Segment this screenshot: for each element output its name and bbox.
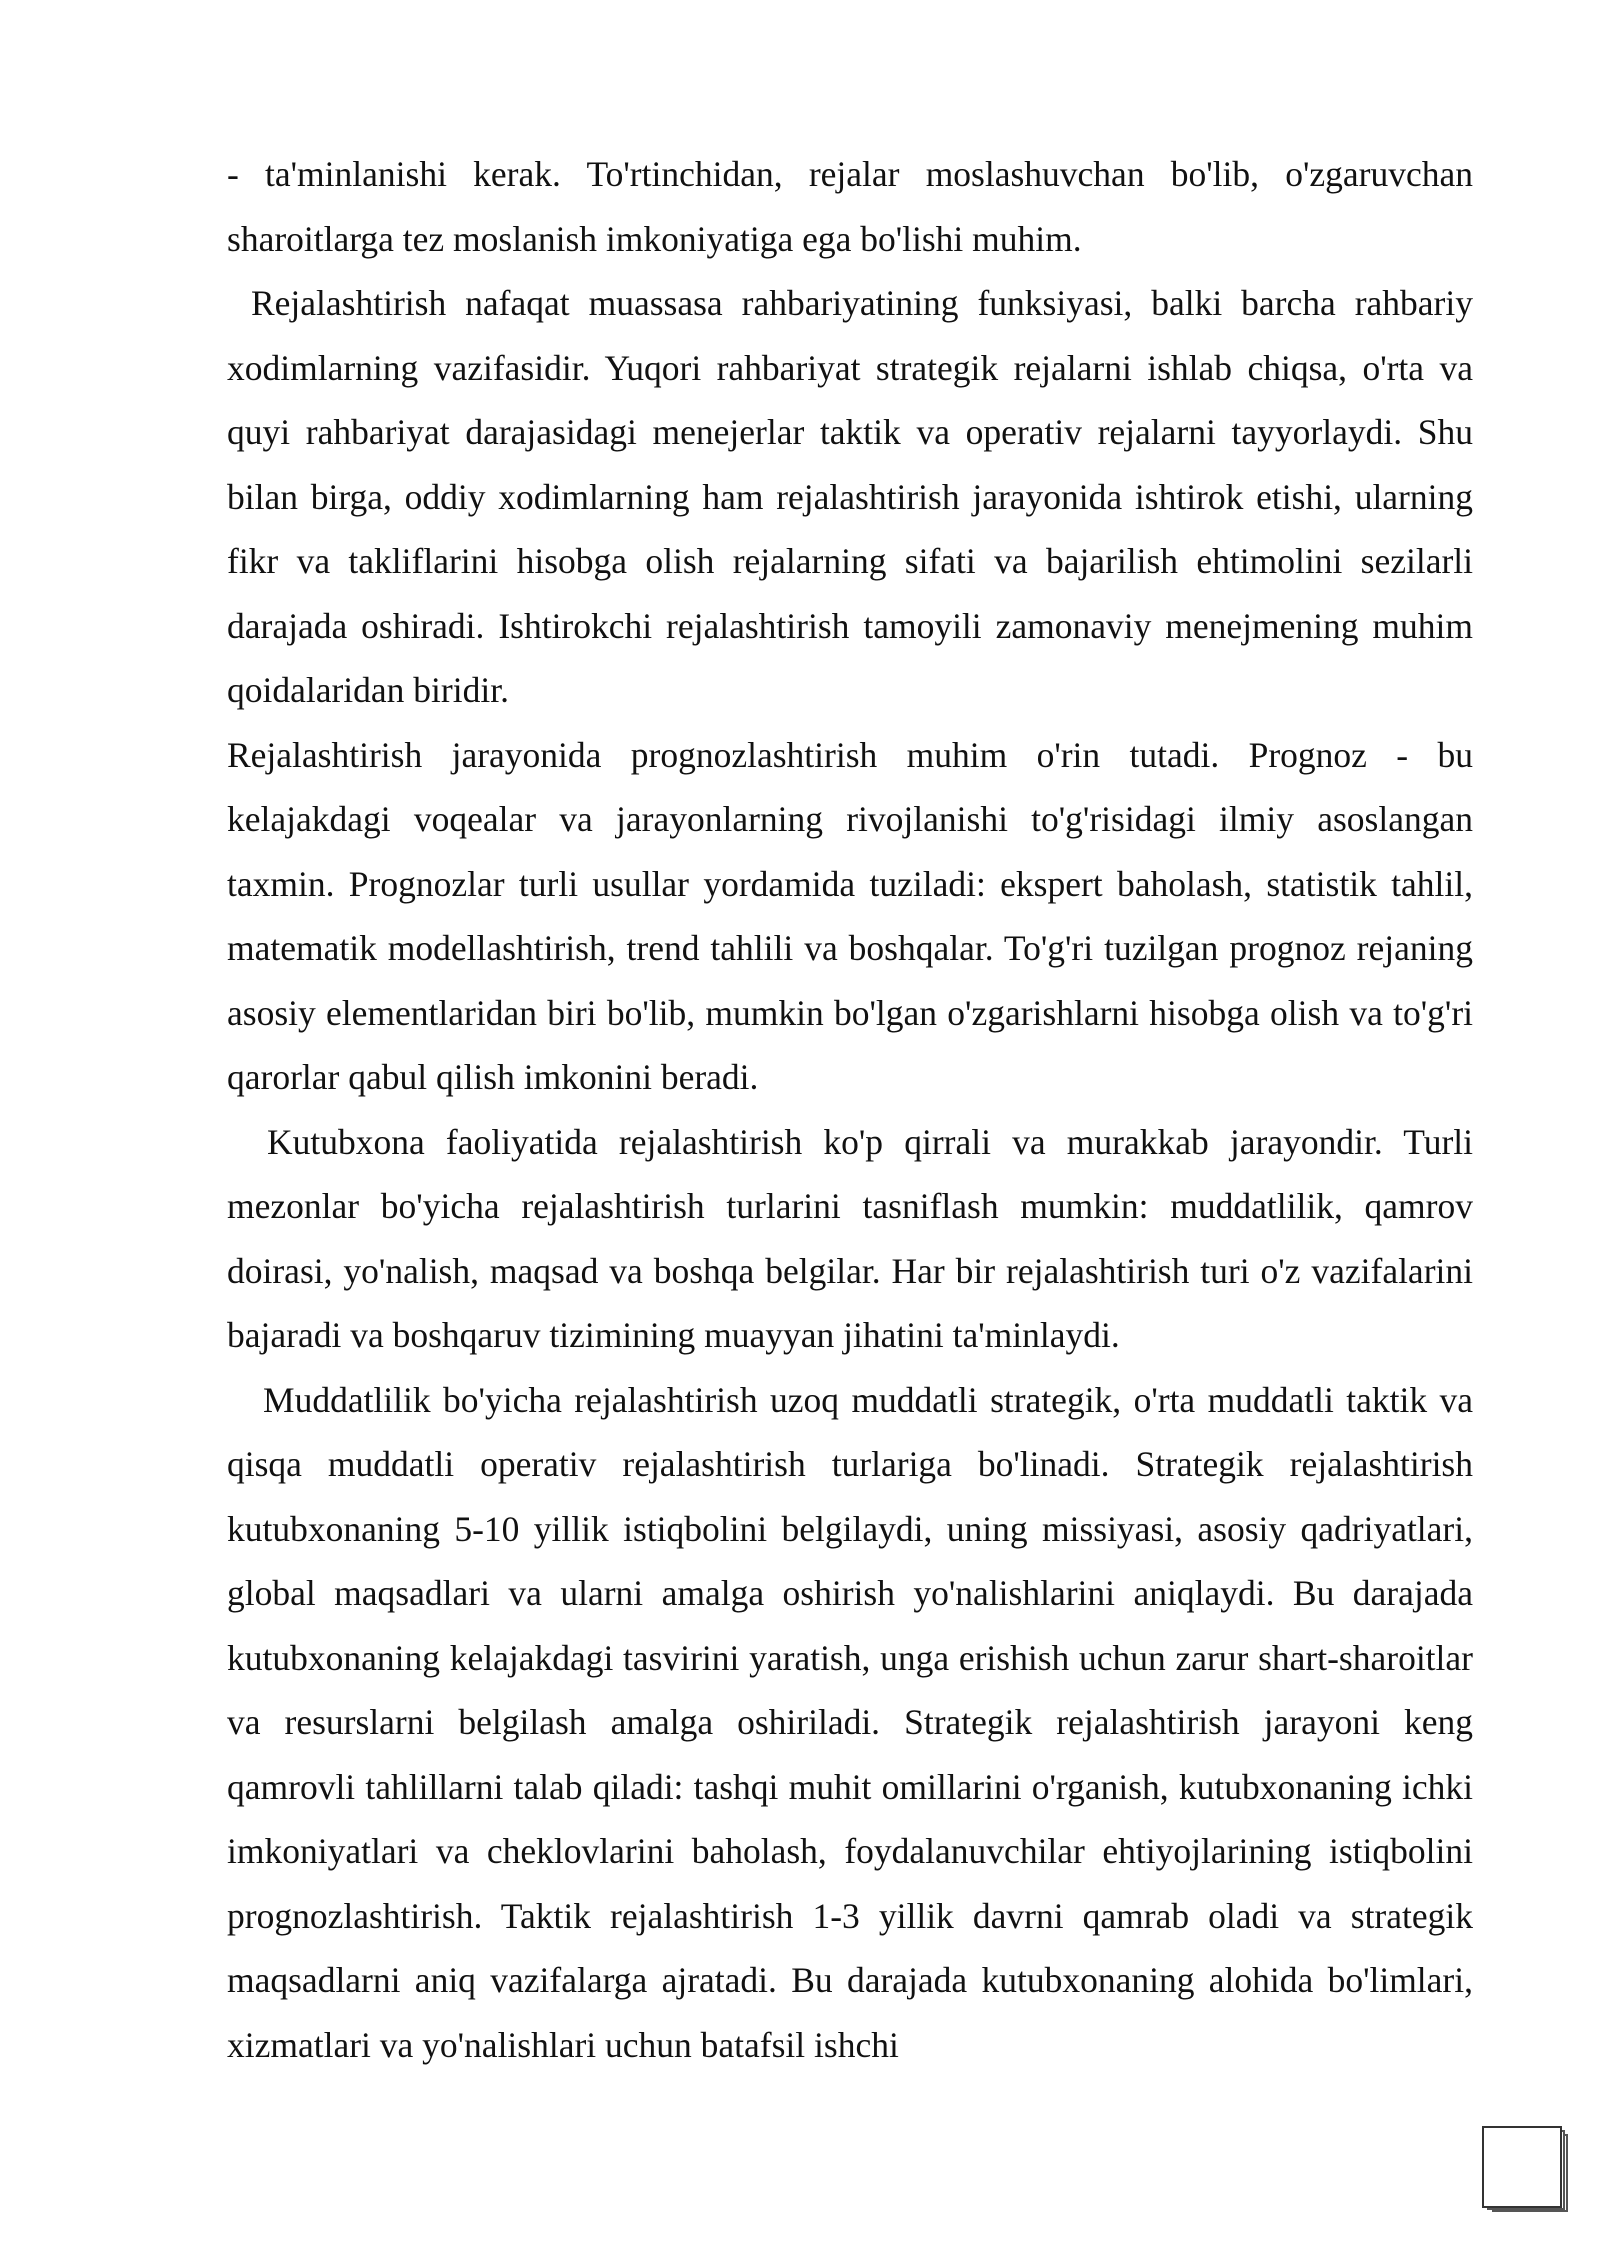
paragraph-5: Muddatlilik bo'yicha rejalashtirish uzoq muddatli strategik, o'rta muddatli taktik va qisqa muddatli operativ rejalashtirish turlariga bo'linadi. Strategik rejalashtirish kutubxonaning 5-10 yillik istiqbolini belgilaydi, uning missiyasi, asosiy qadriyatlari, global maqsadlari va ularni amalga oshirish yo'nalishlarini aniqlaydi. Bu darajada kutubxonaning kelajakdagi tasvirini yaratish, unga erishish uchun zarur shart-sharoitlar va resurslarni belgilash amalga oshiriladi. Strategik rejalashtirish jarayoni keng qamrovli tahlillarni talab qiladi: tashqi muhit omillarini o'rganish, kutubxonaning ichki imkoniyatlari va cheklovlarini baholash, foydalanuvchilar ehtiyojlarining istiqbolini prognozlashtirish. Taktik rejalashtirish 1-3 yillik davrni qamrab oladi va strategik maqsadlarni aniq vazifalarga ajratadi. Bu darajada kutubxonaning alohida bo'limlari, xizmatlari va yo'nalishlari uchun batafsil ishchi — [227, 1379, 1473, 2065]
paragraph-3: Rejalashtirish jarayonida prognozlashtirish muhim o'rin tutadi. Prognoz - bu kelajakdagi voqealar va jarayonlarning rivojlanishi to'g'risidagi ilmiy asoslangan taxmin. Prognozlar turli usullar yordamida tuziladi: ekspert baholash, statistik tahlil, matematik modellashtirish, trend tahlili va boshqalar. To'g'ri tuzilgan prognoz rejaning asosiy elementlaridan biri bo'lib, mumkin bo'lgan o'zgarishlarni hisobga olish va to'g'ri qarorlar qabul qilish imkonini beradi. — [227, 734, 1473, 1097]
page-stack-sheet — [1482, 2126, 1562, 2208]
page-stack-icon[interactable] — [1478, 2124, 1574, 2220]
paragraph-2: Rejalashtirish nafaqat muassasa rahbariyatining funksiyasi, balki barcha rahbariy xodimlarning vazifasidir. Yuqori rahbariyat strategik rejalarni ishlab chiqsa, o'rta va quyi rahbariyat darajasidagi menejerlar taktik va operativ rejalarni tayyorlaydi. Shu bilan birga, oddiy xodimlarning ham rejalashtirish jarayonida ishtirok etishi, ularning fikr va takliflarini hisobga olish rejalarning sifati va bajarilish ehtimolini sezilarli darajada oshiradi. Ishtirokchi rejalashtirish tamoyili zamonaviy menejmening muhim qoidalaridan biridir. — [227, 283, 1473, 710]
document-body — [227, 142, 1473, 2077]
paragraph-4: Kutubxona faoliyatida rejalashtirish ko'p qirrali va murakkab jarayondir. Turli mezonlar bo'yicha rejalashtirish turlarini tasniflash mumkin: muddatlilik, qamrov doirasi, yo'nalish, maqsad va boshqa belgilar. Har bir rejalashtirish turi o'z vazifalarini bajaradi va boshqaruv tizimining muayyan jihatini ta'minlaydi. — [227, 1121, 1473, 1355]
paragraph-1: - ta'minlanishi kerak. To'rtinchidan, rejalar moslashuvchan bo'lib, o'zgaruvchan sharoitlarga tez moslanish imkoniyatiga ega bo'lishi muhim. — [227, 154, 1473, 259]
